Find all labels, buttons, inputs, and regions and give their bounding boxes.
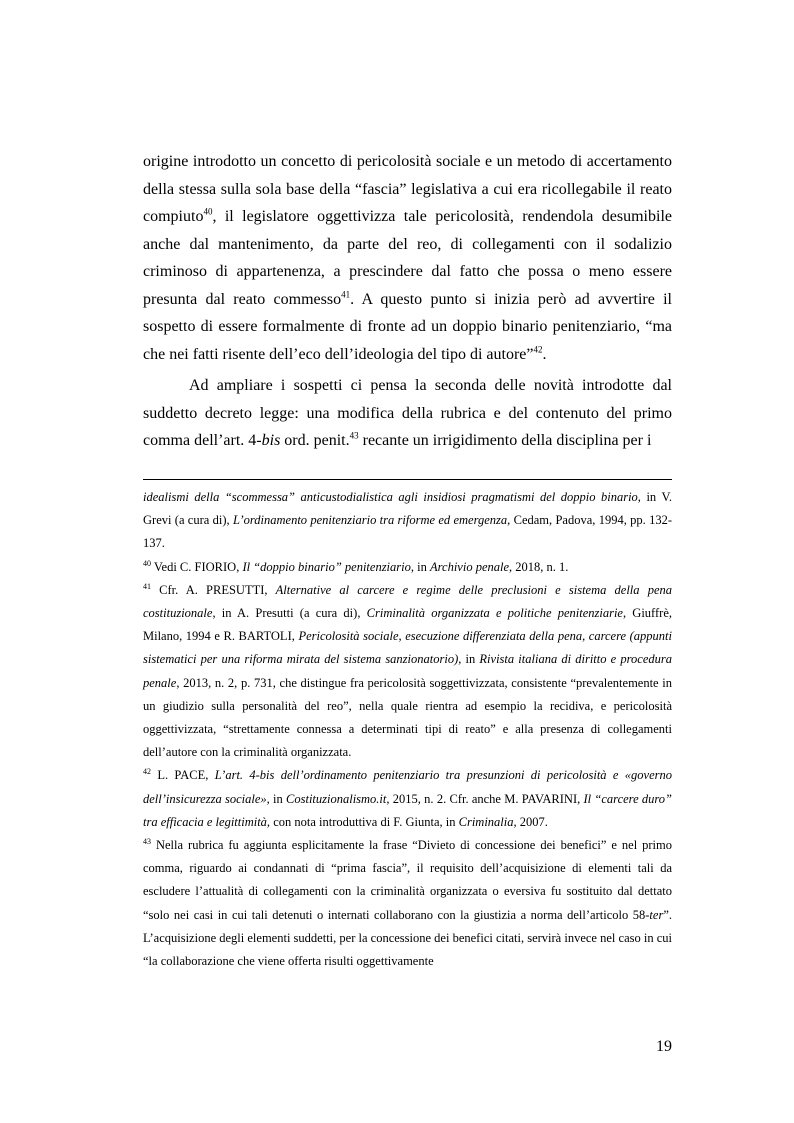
body-text <box>143 148 672 455</box>
footnote-40: $^{40}$ Vedi C. FIORIO, Il “doppio binario” penitenziario, in Archivio penale, 2018, n. 1. <box>143 558 569 574</box>
footnote-ref-40[interactable]: 40 <box>203 206 213 217</box>
paragraph-2: Ad ampliare i sospetti ci pensa la seconda delle novità introdotte dal suddetto decreto legge: una modifica della rubrica e del contenuto del primo comma dell’art. 4-bis ord. penit.$^{43}$ recante un irrigidimento della disciplina per i <box>143 377 672 449</box>
footnote-continuation: idealismi della “scommessa” anticustodialistica agli insidiosi pragmatismi del doppio binario, in V. Grevi (a cura di), L’ordinamento penitenziario tra riforme ed emergenza, Cedam, Padova, 1994, pp. 132-137. <box>143 490 672 551</box>
paragraph-1: origine introdotto un concetto di pericolosità sociale e un metodo di accertamento della stessa sulla sola base della “fascia” legislativa a cui era ricollegabile il reato compiuto$^{40}$, il legislatore oggettivizza tale pericolosità, rendendola desumibile anche dal mantenimento, da parte del reo, di collegamenti con il sodalizio criminoso di appartenenza, a prescindere dal fatto che possa o meno essere presunta dal reato commesso$^{41}$. A questo punto si inizia però ad avvertire il sospetto di essere formalmente di fronte ad un doppio binario penitenziario, “ma che nei fatti risente dell’eco dell’ideologia del tipo di autore”$^{42}$. <box>143 153 672 363</box>
footnote-ref-43[interactable]: 43 <box>349 430 359 441</box>
footnote-ref-42[interactable]: 42 <box>533 344 543 355</box>
page-number: 19 <box>656 1038 672 1055</box>
footnotes <box>143 486 672 973</box>
footnote-number: 42 <box>143 767 151 777</box>
footnote-number: 41 <box>143 581 151 591</box>
footnote-43: $^{43}$ Nella rubrica fu aggiunta esplicitamente la frase “Divieto di concessione dei benefici” e nel primo comma, riguardo ai condannati di “prima fascia”, il requisito dell’acquisizione di elementi tali da escludere l’attualità di collegamenti con la criminalità organizzata o eversiva fu sostituito dal dettato “solo nei casi in cui tali detenuti o internati collaborano con la giustizia a norma dell’articolo 58-ter”. L’acquisizione degli elementi suddetti, per la concessione dei benefici citati, servirà invece nel caso in cui “la collaborazione che viene offerta risulti oggettivamente <box>143 836 672 969</box>
footnote-ref-41[interactable]: 41 <box>341 289 351 300</box>
footnote-41: $^{41}$ Cfr. A. PRESUTTI, Alternative al carcere e regime delle preclusioni e sistema della pena costituzionale, in A. Presutti (a cura di), Criminalità organizzata e politiche penitenziarie, Giuffrè, Milano, 1994 e R. BARTOLI, Pericolosità sociale, esecuzione differenziata della pena, carcere (appunti sistematici per una riforma mirata del sistema sanzionatorio), in Rivista italiana di diritto e procedura penale, 2013, n. 2, p. 731, che distingue fra pericolosità soggettivizzata, consistente “prevalentemente in un giudizio sulla personalità del reo”, nella quale rientra ad esempio la recidiva, e pericolosità oggettivizzata, “strettamente connessa a determinati tipi di reato” e alla presenza di collegamenti dell’autore con la criminalità organizzata. <box>143 581 672 760</box>
footnote-42: $^{42}$ L. PACE, L’art. 4-bis dell’ordinamento penitenziario tra presunzioni di pericolosità e «governo dell’insicurezza sociale», in Costituzionalismo.it, 2015, n. 2. Cfr. anche M. PAVARINI, Il “carcere duro” tra efficacia e legittimità, con nota introduttiva di F. Giunta, in Criminalia, 2007. <box>143 767 672 829</box>
footnote-number: 43 <box>143 836 151 846</box>
footnote-number: 40 <box>143 558 151 568</box>
footnote-separator <box>143 479 672 480</box>
